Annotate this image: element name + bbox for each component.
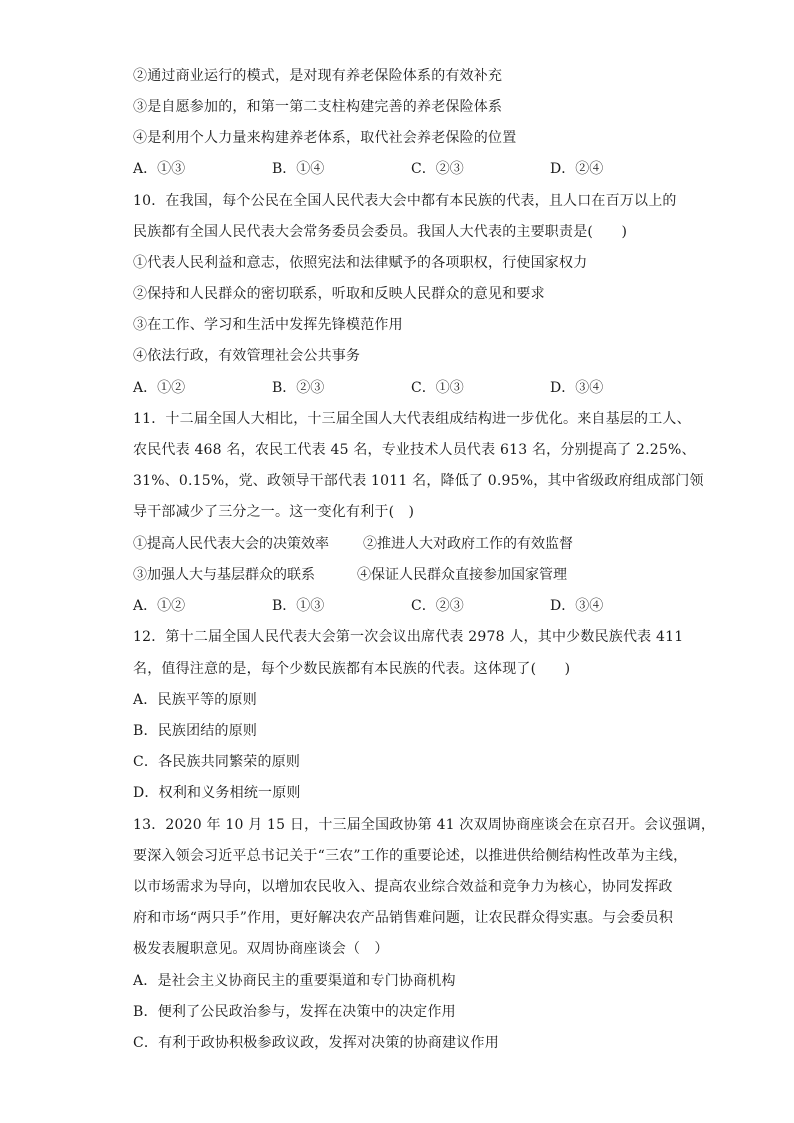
q10-item-3: ③在工作、学习和生活中发挥先锋模范作用 — [133, 317, 403, 333]
q9-item-2: ②通过商业运行的模式，是对现有养老保险体系的有效补充 — [133, 68, 503, 84]
q11-option-c: C．②③ — [411, 598, 464, 614]
q11-stem-line-4: 导干部减少了三分之一。这一变化有利于( ) — [133, 504, 415, 520]
q10-option-a: A．①② — [133, 380, 186, 396]
q13-stem-line-1: 13．2020 年 10 月 15 日，十三届全国政协第 41 次双周协商座谈会在京召开。会议强调， — [133, 817, 716, 833]
q13-option-b: B．便利了公民政治参与，发挥在决策中的决定作用 — [133, 1004, 456, 1020]
q12-option-a: A．民族平等的原则 — [133, 692, 257, 708]
q11-item-4: ④保证人民群众直接参加国家管理 — [357, 567, 567, 583]
q9-item-4: ④是利用个人力量来构建养老体系，取代社会养老保险的位置 — [133, 130, 517, 146]
q9-option-a: A．①③ — [133, 161, 186, 177]
q9-option-d: D．②④ — [550, 161, 604, 177]
q11-option-b: B．①③ — [272, 598, 325, 614]
q10-stem-line-2: 民族都有全国人民代表大会常务委员会委员。我国人大代表的主要职责是( ) — [133, 224, 628, 240]
q11-option-a: A．①② — [133, 598, 186, 614]
q12-option-b: B．民族团结的原则 — [133, 723, 258, 739]
q12-stem-line-2: 名，值得注意的是，每个少数民族都有本民族的代表。这体现了( ) — [133, 661, 571, 677]
q9-item-3: ③是自愿参加的，和第一第二支柱构建完善的养老保险体系 — [133, 99, 503, 115]
q10-option-c: C．①③ — [411, 380, 464, 396]
q13-stem-line-5: 极发表履职意见。双周协商座谈会（ ） — [133, 941, 389, 957]
q9-option-b: B．①④ — [272, 161, 325, 177]
q13-stem-line-4: 府和市场“两只手”作用，更好解决农产品销售难问题，让农民群众得实惠。与会委员积 — [133, 910, 674, 926]
q10-item-2: ②保持和人民群众的密切联系，听取和反映人民群众的意见和要求 — [133, 286, 545, 302]
q13-option-a: A．是社会主义协商民主的重要渠道和专门协商机构 — [133, 973, 456, 989]
q11-stem-line-3: 31%、0.15%，党、政领导干部代表 1011 名，降低了 0.95%，其中省级政府组成部门领 — [133, 473, 704, 489]
q13-stem-line-3: 以市场需求为导向，以增加农民收入、提高农业综合效益和竞争力为核心，协同发挥政 — [133, 879, 673, 895]
q10-option-d: D．③④ — [550, 380, 604, 396]
q12-option-d: D．权利和义务相统一原则 — [133, 785, 301, 801]
q11-item-1: ①提高人民代表大会的决策效率 — [133, 536, 329, 552]
q11-option-d: D．③④ — [550, 598, 604, 614]
q10-item-4: ④依法行政，有效管理社会公共事务 — [133, 348, 361, 364]
q9-option-c: C．②③ — [411, 161, 464, 177]
q12-stem-line-1: 12．第十二届全国人民代表大会第一次会议出席代表 2978 人，其中少数民族代表 411 — [133, 629, 684, 645]
q11-item-2: ②推进人大对政府工作的有效监督 — [363, 536, 573, 552]
q12-option-c: C．各民族共同繁荣的原则 — [133, 754, 301, 770]
q11-stem-line-2: 农民代表 468 名，农民工代表 45 名，专业技术人员代表 613 名，分别提高了 2.25%、 — [133, 442, 696, 458]
q10-stem-line-1: 10．在我国，每个公民在全国人民代表大会中都有本民族的代表，且人口在百万以上的 — [133, 193, 677, 209]
q11-stem-line-1: 11．十二届全国人大相比，十三届全国人大代表组成结构进一步优化。来自基层的工人、 — [133, 411, 691, 427]
q13-stem-line-2: 要深入领会习近平总书记关于“三农”工作的重要论述，以推进供给侧结构性改革为主线， — [133, 848, 688, 864]
q10-option-b: B．②③ — [272, 380, 325, 396]
q11-item-3: ③加强人大与基层群众的联系 — [133, 567, 315, 583]
q13-option-c: C．有利于政协积极参政议政，发挥对决策的协商建议作用 — [133, 1035, 499, 1051]
q10-item-1: ①代表人民利益和意志，依照宪法和法律赋予的各项职权，行使国家权力 — [133, 255, 588, 271]
